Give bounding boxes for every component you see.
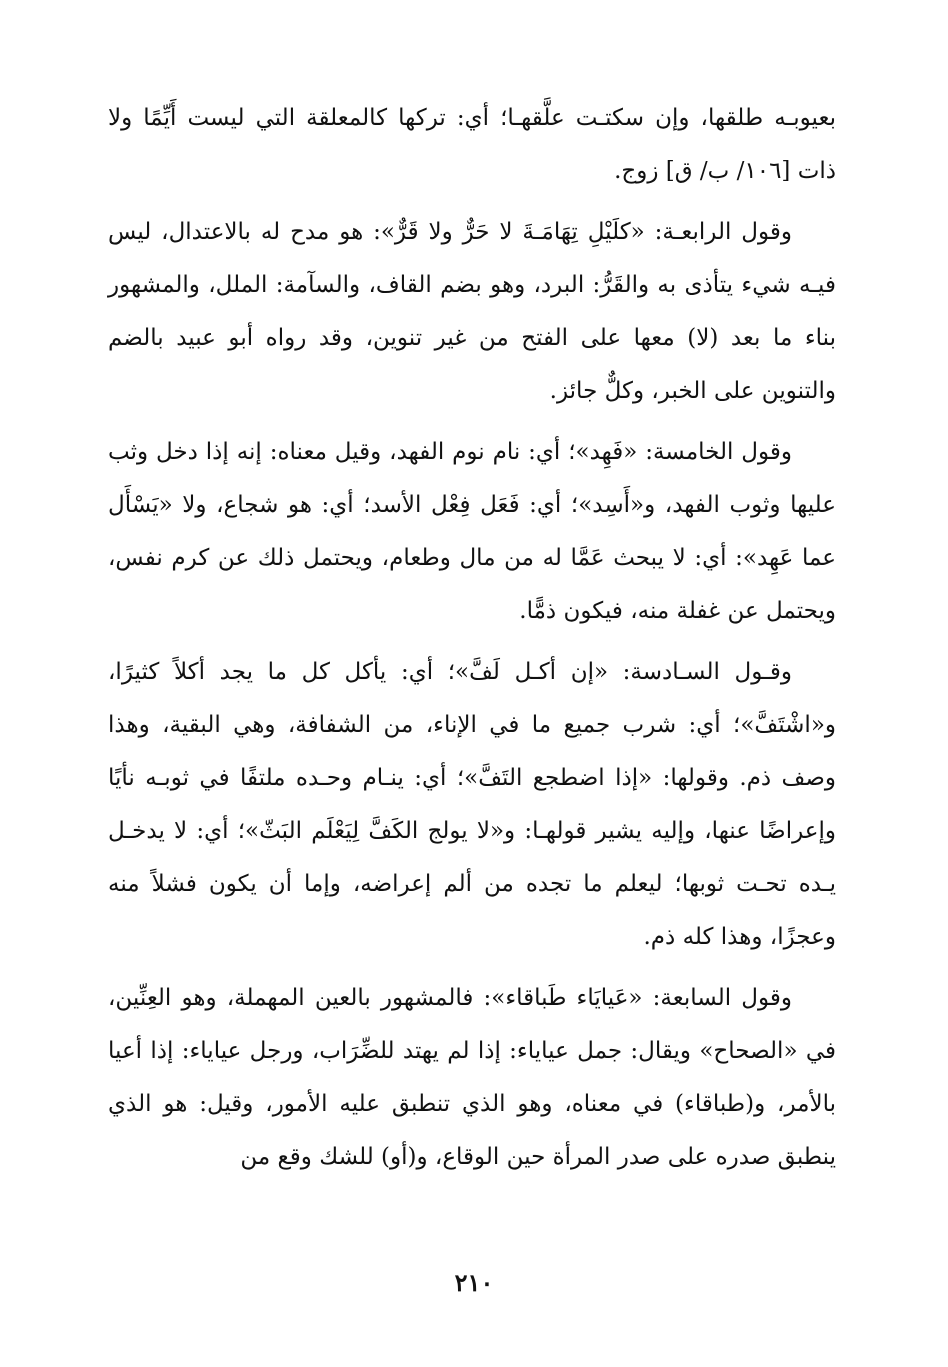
paragraph-sixth-wife: وقـول السـادسة: «إن أكـل لَفَّ»؛ أي: يأكل كل ما يجد أكلاً كثيرًا، و«اشْتَفَّ»؛ أي: شرب جميع ما في الإناء، من الشفافة، وهي البقية، وهذا وصف ذم. وقولها: «إذا اضطجع التَفَّ»؛ أي: ينـام وحـده ملتفًا في ثوبـه نأيًا وإعراضًا عنها، وإليه يشير قولهـا: و«لا يولج الكَفَّ لِيَعْلَم البَثّ»؛ أي: لا يدخـل يـده تحـت ثوبها؛ ليعلم ما تجده من ألم إعراضه، وإما أن يكون فشلاً منه وعجزًا، وهذا كله ذم. [108, 659, 836, 950]
paragraph-fifth-wife: وقول الخامسة: «فَهِد»؛ أي: نام نوم الفهد، وقيل معناه: إنه إذا دخل وثب عليها وثوب الفهد، و«أَسِد»؛ أي: فَعَل فِعْل الأسد؛ أي: هو شجاع، ولا «يَسْأَل عما عَهِد»: أي: لا يبحث عَمَّا له من مال وطعام، ويحتمل ذلك عن كرم نفس، ويحتمل عن غفلة منه، فيكون ذمًّا. [108, 439, 836, 624]
main-text-block [108, 92, 836, 1192]
paragraph-seventh-wife: وقول السابعة: «عَيايَاء طَباقاء»: فالمشهور بالعين المهملة، وهو العِنِّين، في «الصحاح» ويقال: جمل عياياء: إذا لم يهتد للضِّرَاب، ورجل عياياء: إذا أعيا بالأمر، و(طباقاء) في معناه، وهو الذي تنطبق عليه الأمور، وقيل: هو الذي ينطبق صدره على صدر المرأة حين الوقاع، و(أو) للشك وقع من [108, 985, 836, 1170]
paragraph-continuation: بعيوبـه طلقها، وإن سكتـت علَّقهـا؛ أي: تركها كالمعلقة التي ليست أَيِّمًا ولا ذات [١٠٦/ ب/ ق] زوج. [108, 105, 836, 184]
paragraph-fourth-wife: وقول الرابعـة: «كلَيْلِ تِهَامَـةَ لا حَرٌّ ولا قَرٌّ»: هو مدح له بالاعتدال، ليس فيـه شيء يتأذى به والقَرُّ: البرد، وهو بضم القاف، والسآمة: الملل، والمشهور بناء ما بعد (لا) معها على الفتح من غير تنوين، وقد رواه أبو عبيد بالضم والتنوين على الخبر، وكلٌّ جائز. [108, 219, 836, 404]
page-number: ٢١٠ [454, 1268, 494, 1297]
